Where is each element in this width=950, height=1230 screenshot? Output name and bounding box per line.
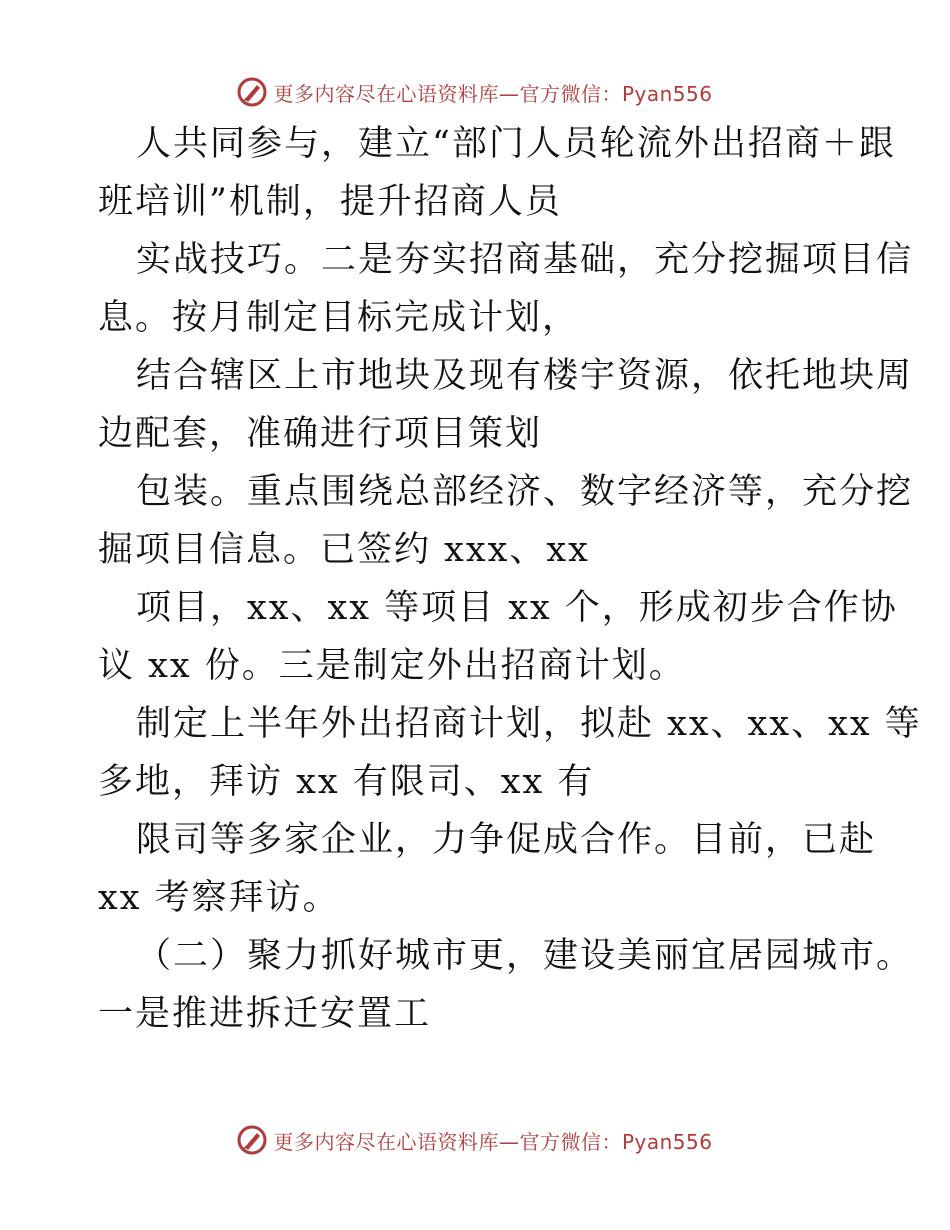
pen-logo-icon bbox=[237, 1125, 267, 1155]
text-line: 包装。重点围绕总部经济、数字经济等，充分挖 bbox=[136, 472, 914, 512]
text-line: 实战技巧。二是夯实招商基础，充分挖掘项目信 bbox=[136, 240, 914, 280]
text-line: 制定上半年外出招商计划，拟赴 xx、xx、xx 等 bbox=[136, 704, 922, 744]
text-line: xx 考察拜访。 bbox=[98, 878, 340, 918]
text-line: 掘项目信息。已签约 xxx、xx bbox=[98, 530, 590, 570]
section-heading-line: （二）聚力抓好城市更，建设美丽宜居园城市。 bbox=[136, 936, 914, 976]
footer-banner bbox=[0, 1120, 950, 1160]
text-line: 班培训”机制，提升招商人员 bbox=[98, 182, 562, 222]
text-line: 限司等多家企业，力争促成合作。目前，已赴 bbox=[136, 820, 877, 860]
footer-banner-text: 更多内容尽在心语资料库—官方微信：Pyan556 bbox=[273, 1129, 713, 1154]
text-line: 一是推进拆迁安置工 bbox=[98, 994, 432, 1034]
pen-logo-icon bbox=[237, 77, 267, 107]
text-line: 项目，xx、xx 等项目 xx 个，形成初步合作协 bbox=[136, 588, 898, 628]
text-line: 结合辖区上市地块及现有楼宇资源，依托地块周 bbox=[136, 356, 914, 396]
text-line: 息。按月制定目标完成计划， bbox=[98, 298, 580, 338]
text-line: 边配套，准确进行项目策划 bbox=[98, 414, 543, 454]
text-line: 人共同参与，建立“部门人员轮流外出招商＋跟 bbox=[136, 124, 896, 164]
header-banner bbox=[0, 72, 950, 112]
header-banner-text: 更多内容尽在心语资料库—官方微信：Pyan556 bbox=[273, 81, 713, 106]
text-line: 议 xx 份。三是制定外出招商计划。 bbox=[98, 646, 686, 686]
text-line: 多地，拜访 xx 有限司、xx 有 bbox=[98, 762, 595, 802]
